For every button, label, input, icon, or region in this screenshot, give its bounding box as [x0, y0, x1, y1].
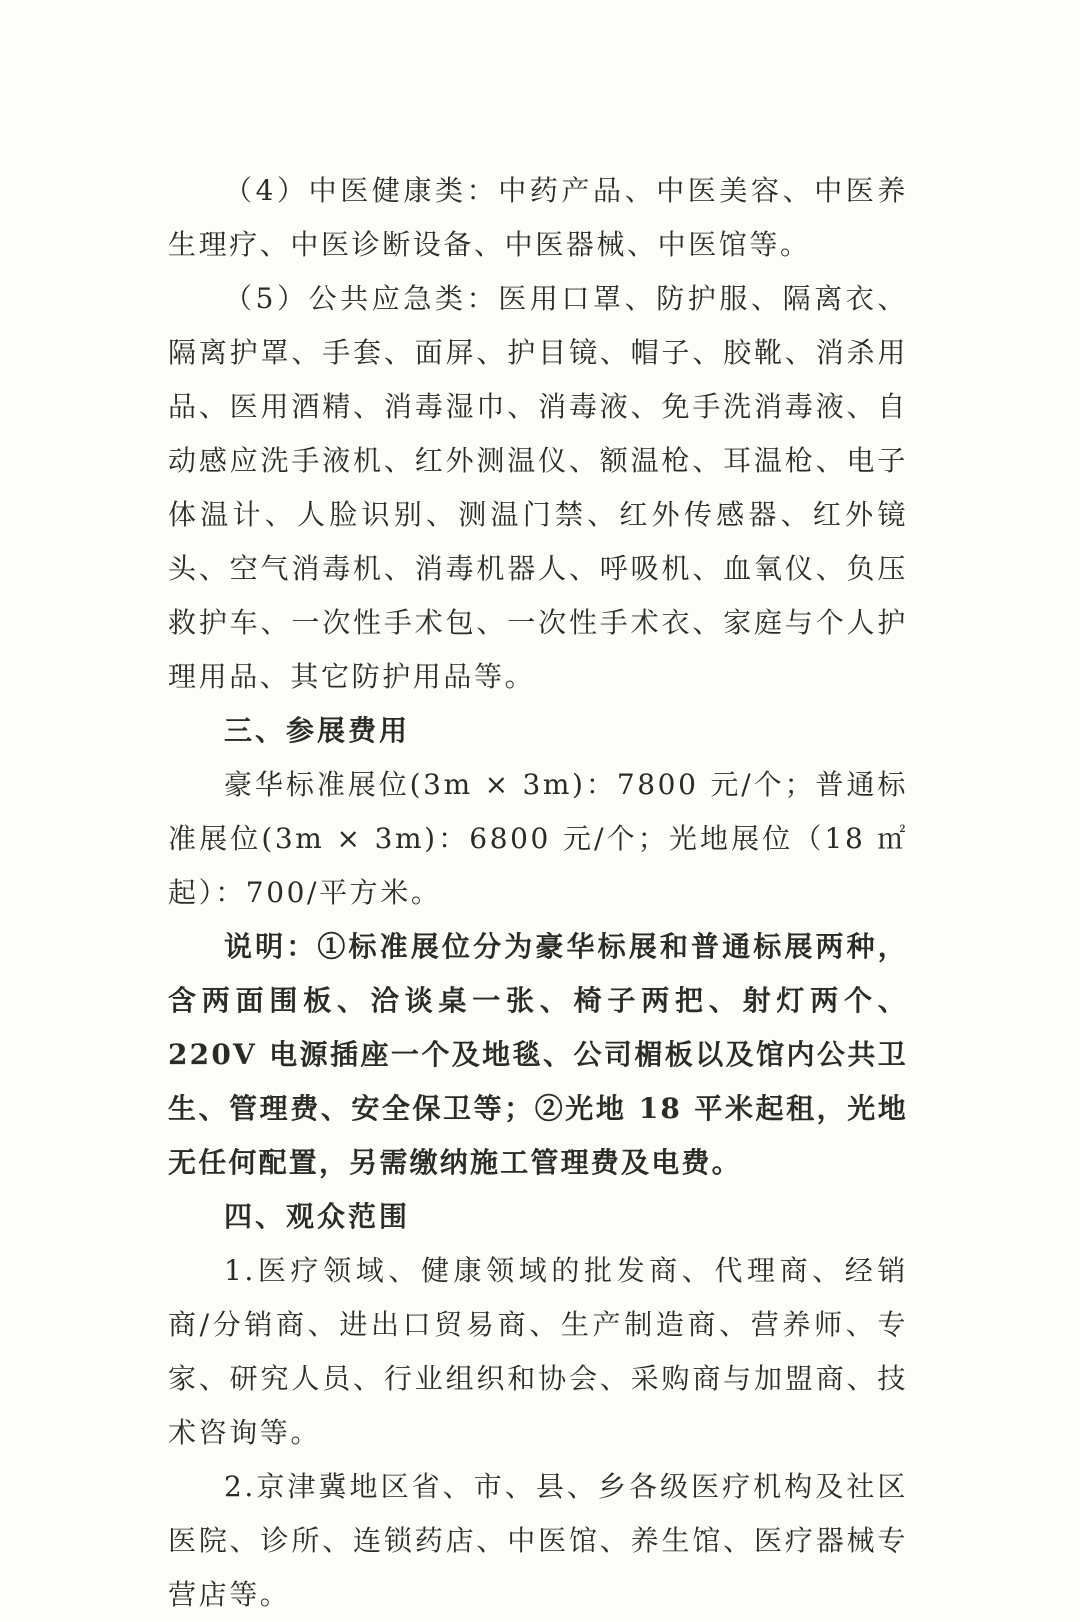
- section-heading-audience-scope: 四、观众范围: [224, 1200, 411, 1233]
- document-page: [168, 164, 908, 1622]
- paragraph-emergency-category: （5）公共应急类：医用口罩、防护服、隔离衣、隔离护罩、手套、面屏、护目镜、帽子、胶靴、消杀用品、医用酒精、消毒湿巾、消毒液、免手洗消毒液、自动感应洗手液机、红外测温仪、额温枪、耳温枪、电子体温计、人脸识别、测温门禁、红外传感器、红外镜头、空气消毒机、消毒机器人、呼吸机、血氧仪、负压救护车、一次性手术包、一次性手术衣、家庭与个人护理用品、其它防护用品等。: [168, 282, 908, 693]
- paragraph-audience-institutions: 2.京津冀地区省、市、县、乡各级医疗机构及社区医院、诊所、连锁药店、中医馆、养生馆、医疗器械专营店等。: [168, 1470, 908, 1611]
- paragraph-tcm-category: （4）中医健康类：中药产品、中医美容、中医养生理疗、中医诊断设备、中医器械、中医馆等。: [168, 174, 908, 261]
- paragraph-audience-trade: 1.医疗领域、健康领域的批发商、代理商、经销商/分销商、进出口贸易商、生产制造商、营养师、专家、研究人员、行业组织和协会、采购商与加盟商、技术咨询等。: [168, 1254, 908, 1449]
- paragraph-booth-fees: 豪华标准展位(3m × 3m)：7800 元/个；普通标准展位(3m × 3m)：6800 元/个；光地展位（18 ㎡起）：700/平方米。: [168, 768, 908, 909]
- section-heading-exhibition-fees: 三、参展费用: [224, 714, 411, 747]
- paragraph-fee-notes: 说明：①标准展位分为豪华标展和普通标展两种，含两面围板、洽谈桌一张、椅子两把、射灯两个、220V 电源插座一个及地毯、公司楣板以及馆内公共卫生、管理费、安全保卫等；②光地 18 平米起租，光地无任何配置，另需缴纳施工管理费及电费。: [168, 930, 908, 1179]
